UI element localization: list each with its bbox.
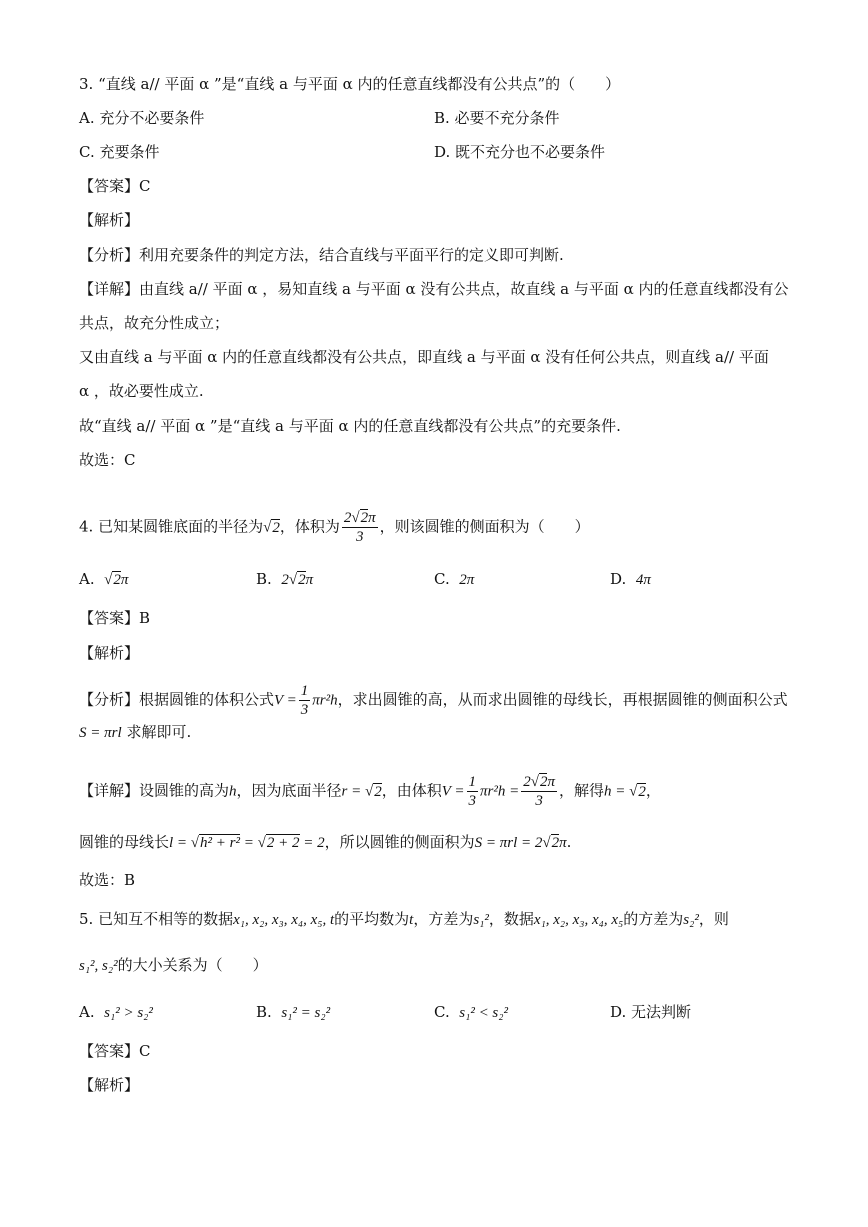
- q3-choose: 故选：C: [79, 451, 136, 469]
- q5-option-d: D. 无法判断: [610, 1003, 692, 1021]
- q4-option-b: B. 2√2π: [256, 570, 314, 588]
- q3-xiangjie-3: 又由直线 a 与平面 α 内的任意直线都没有公共点，即直线 a 与平面 α 没有任何公共点，则直线 a// 平面: [79, 348, 769, 366]
- q3-conclusion: 故“直线 a// 平面 α ”是“直线 a 与平面 α 内的任意直线都没有公共点”的充要条件.: [79, 417, 621, 435]
- q4-fenxi-line2: S = πrl 求解即可.: [79, 723, 192, 741]
- q4-stem-suffix: ，则该圆锥的侧面积为（ ）: [379, 517, 590, 536]
- q4-radius-expr: √2: [263, 519, 280, 536]
- q3-analysis-title: 【解析】: [79, 211, 140, 229]
- q3-xiangjie-1: 【详解】由直线 a// 平面 α ，易知直线 a 与平面 α 没有公共点，故直线 a 与平面 α 内的任意直线都没有公: [79, 280, 789, 298]
- q4-answer: 【答案】B: [79, 609, 151, 627]
- q4-fenxi: 【分析】根据圆锥的体积公式V = $\frac{1}{3}$ πr²h，求出圆锥的高，从而求出圆锥的母线长，再根据圆锥的侧面积公式: [79, 683, 788, 718]
- q5-stem-line2: s₁², s₂²的大小关系为（ ）: [79, 956, 268, 974]
- q3-answer: 【答案】C: [79, 177, 151, 195]
- q3-xiangjie-4: α ，故必要性成立.: [79, 382, 204, 400]
- q5-option-a: A. s₁² > s₂²: [79, 1003, 153, 1021]
- q3-option-d: D. 既不充分也不必要条件: [434, 143, 606, 161]
- q3-fenxi: 【分析】利用充要条件的判定方法，结合直线与平面平行的定义即可判断.: [79, 246, 564, 264]
- q3-option-c: C. 充要条件: [79, 143, 160, 161]
- q4-stem-prefix: 4. 已知某圆锥底面的半径为: [79, 517, 264, 536]
- q3-stem: 3. “直线 a// 平面 α ”是“直线 a 与平面 α 内的任意直线都没有公共点”的（ ）: [79, 75, 621, 93]
- q4-volume-fraction: $\frac{2√2\pi}{3}$: [343, 510, 376, 545]
- q4-option-d: D. 4π: [610, 570, 651, 588]
- q4-stem-mid: ，体积为: [279, 517, 340, 536]
- q4-analysis-title: 【解析】: [79, 644, 140, 662]
- q4-xiangjie: 【详解】设圆锥的高为h，因为底面半径r = √2，由体积V = $\frac{1}{3}$ πr²h = $\frac{2√2\pi}{3}$ ，解得h = √2，: [79, 774, 661, 809]
- q3-option-b: B. 必要不充分条件: [434, 109, 560, 127]
- q5-analysis-title: 【解析】: [79, 1076, 140, 1094]
- q4-option-c: C. 2π: [434, 570, 475, 588]
- q5-stem: 5. 已知互不相等的数据x₁, x₂, x₃, x₄, x₅, t的平均数为t，方差为s₁²，数据x₁, x₂, x₃, x₄, x₅的方差为s₂²，则: [79, 910, 729, 928]
- q4-stem: [79, 509, 590, 546]
- q3-xiangjie-2: 共点，故充分性成立；: [79, 314, 230, 332]
- q5-option-c: C. s₁² < s₂²: [434, 1003, 508, 1021]
- q4-option-a: A. √2π: [79, 570, 129, 588]
- q3-option-a: A. 充分不必要条件: [79, 109, 205, 127]
- q5-option-b: B. s₁² = s₂²: [256, 1003, 331, 1021]
- q4-choose: 故选：B: [79, 871, 136, 889]
- q4-xiangjie-line2: 圆锥的母线长l = √h² + r² = √2 + 2 = 2，所以圆锥的侧面积为S = πrl = 2√2π.: [79, 833, 572, 851]
- q5-answer: 【答案】C: [79, 1042, 151, 1060]
